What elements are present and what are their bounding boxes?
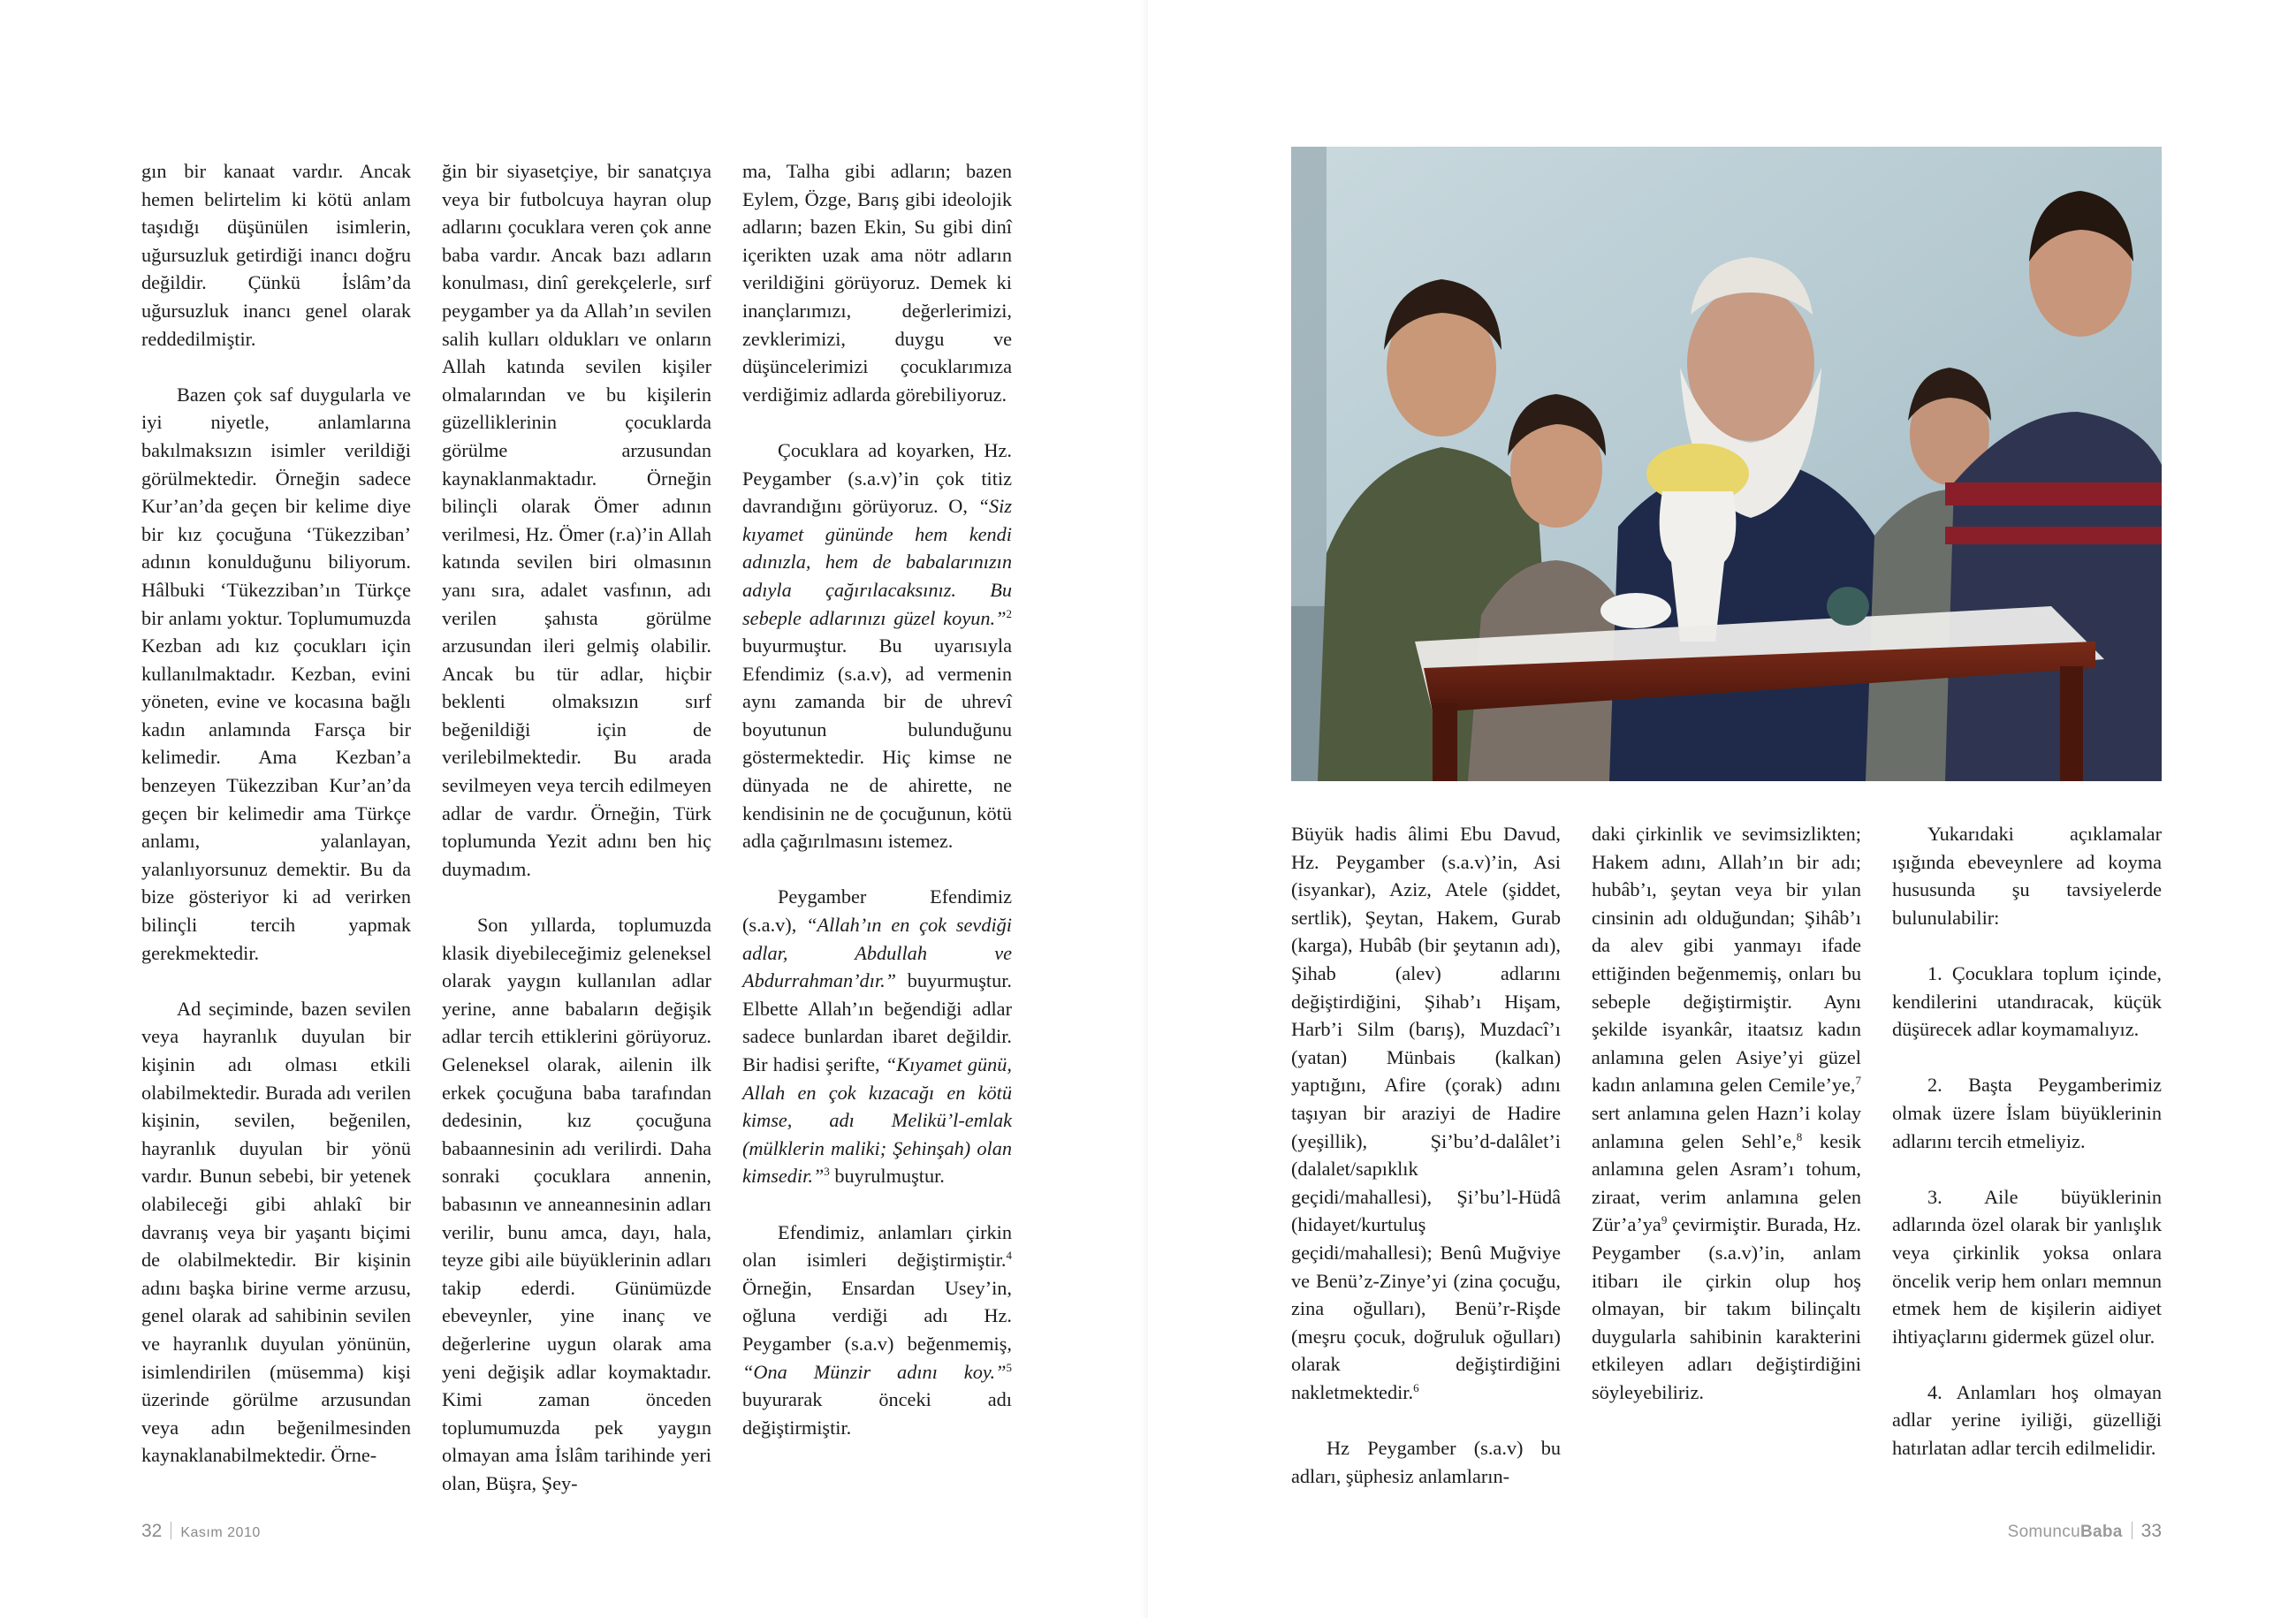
recommendation-item: 3. Aile büyüklerinin adlarında özel olarak bir yanlışlık veya çirkinlik yoksa onlara öncelik verip hem onları memnun etmek hem de kişilerin aidiyet ihtiyaçlarını gidermek güzel olur. (1892, 1185, 2162, 1348)
hadith-quote: “Siz kıyamet gününde hem kendi adınızla, hem de babalarınızın adıyla çağırılacaksınız. Bu sebeple adlarınızı güzel koyun.” (742, 495, 1012, 629)
text-run: buyrulmuştur. (834, 1165, 945, 1188)
footnote-ref: 9 (1661, 1213, 1668, 1227)
column-4 (1291, 820, 1561, 1490)
paragraph: Ad seçiminde, bazen sevilen veya hayranlık duyulan bir kişinin adı olması etkili olabilmektedir. Burada adı verilen kişinin, sevilen, beğenilen, hayranlık duyulan bir yönü vardır. Bunun sebebi, bir yetenek olabileceği gibi ahlakî bir davranış veya bir yaşantı biçimi de olabilmektedir. Bir kişinin adını başka birine verme arzusu, genel olarak ad sahibinin sevilen ve hayranlık duyulan yönünün, isimlendirilen (müsemma) kişi üzerinde görülme arzusundan veya adın beğenilmesinden kaynaklanabilmektedir. Örne- (141, 997, 411, 1467)
column-2 (442, 157, 711, 1498)
footnote-ref: 2 (1006, 606, 1012, 620)
paragraph: Hz Peygamber (s.a.v) bu adları, şüphesiz anlamların- (1291, 1437, 1561, 1487)
text-run: Örneğin, Ensardan Usey’in, oğluna verdiği adı Hz. Peygamber (s.a.v) beğenmemiş, (742, 1276, 1012, 1355)
column-5 (1592, 820, 1861, 1406)
paragraph: gın bir kanaat vardır. Ancak hemen belirtelim ki kötü anlam taşıdığı düşünülen isimlerin, uğursuzluk getirdiği inancı doğru değildir. Çünkü İslâm’da uğursuzluk inancı genel olarak reddedilmiştir. (141, 160, 411, 350)
brand-part: Baba (2079, 1523, 2123, 1541)
footnote-ref: 5 (1006, 1360, 1012, 1374)
paragraph: Son yıllarda, toplumuzda klasik diyebileceğimiz geleneksel olarak yaygın kullanılan adlar yerine, anne babaların değişik adlar tercih ettiklerini görüyoruz. Geleneksel olarak, ailenin ilk erkek çocuğuna baba tarafından dedesinin, kız çocuğuna babaannesinin adı verilirdi. Daha sonraki çocuklara annenin, babasının ve anneannesinin adları verilir, bunu amca, dayı, hala, teyze gibi aile büyüklerinin adları takip ederdi. Günümüzde ebeveynler, yine inanç ve değerlerine uygun olarak ama yeni değişik adlar koymaktadır. Kimi zaman önceden toplumumuzda pek yaygın olmayan ama İslâm tarihinde yeri olan, Büşra, Şey- (442, 914, 711, 1494)
text-run: buyurmuştur. Bu uyarısıyla Efendimiz (s.a.v), ad vermenin aynı zamanda bir de uhrevî boyutunun bulunduğunu göstermektedir. Hiç kimse ne dünyada ne de ahirette, ne kendisinin ne de çocuğunun, kötü adla çağırılmasını istemez. (742, 634, 1012, 853)
paragraph: Yukarıdaki açıklamalar ışığında ebeveynlere ad koyma hususunda şu tavsiyelerde bulunulabilir: (1892, 823, 2162, 929)
paragraph (742, 437, 1012, 855)
text-run: Çocuklara ad koyarken, Hz. Peygamber (s.a.v)’in çok titiz davrandığını görüyoruz. O, (742, 438, 1012, 518)
page-number: 33 (2140, 1521, 2162, 1541)
brand-part: Somuncu (2007, 1523, 2080, 1541)
recommendation-item: 2. Başta Peygamberimiz olmak üzere İslam büyüklerinin adlarını tercih etmeliyiz. (1892, 1074, 2162, 1152)
paragraph (742, 883, 1012, 1190)
text-run: Büyük hadis âlimi Ebu Davud, Hz. Peygamber (s.a.v)’in, Asi (isyankar), Aziz, Atele (şiddet, sertlik), Şeytan, Hakem, Gurab (karga), Hubâb (bir şeytanın adı), Şihab (alev) adlarını değiştirdiğini, Şihab’ı Hişam, Harb’i Silm (barış), Muzdacî’ı (yatan) Münbais (kalkan) yaptığını, Afire (çorak) adını taşıyan bir araziyi de Hadire (yeşillik), Şi’bu’d-dalâlet’i (dalalet/sapıklık geçidi/mahallesi), Şi’bu’l-Hüdâ (hidayet/kurtuluş geçidi/mahallesi); Benû Muğviye ve Benü’z-Zinye’yi (zina çocuğu, zina oğulları), Benü’r-Rişde (meşru çocuk, doğruluk oğulları) olarak değiştirdiğini nakletmektedir. (1291, 823, 1561, 1403)
text-run: Efendimiz, anlamları çirkin olan isimleri değiştirmiştir. (742, 1220, 1012, 1272)
column-6 (1892, 820, 2162, 1462)
paragraph: Bazen çok saf duygularla ve iyi niyetle, anlamlarına bakılmaksızın isimler verildiği görülmektedir. Örneğin sadece Kur’an’da geçen bir kelime diye bir kız çocuğuna ‘Tükezziban’ adının konulduğunu biliyorum. Hâlbuki ‘Tükezziban’ın Türkçe bir anlamı yoktur. Toplumumuzda Kezban adı kız çocukları için kullanılmaktadır. Kezban, evini yöneten, evine ve kocasına bağlı kadın anlamında Farsça bir kelimedir. Ama Kezban’a benzeyen Tükezziban Kur’an’da geçen bir kelimedir ama Türkçe anlamı, yalanlayan, yalanlıyorsunuz demektir. Bu da bize gösteriyor ki ad verirken bilinçli tercih yapmak gerekmektedir. (141, 383, 411, 964)
text-run: Peygamber Efendimiz (s.a.v), (742, 885, 1012, 937)
hadith-quote: “Kıyamet günü, Allah en çok kızacağı en kötü kimse, adı Melikü’l-emlak (mülklerin maliki; Şehinşah) olan kimsedir.” (742, 1053, 1013, 1188)
magazine-brand (2008, 1523, 2123, 1541)
text-run: çevirmiştir. Burada, Hz. Peygamber (s.a.v)’in, anlam itibarı ile çirkin olup hoş olmayan, bir takım bilinçaltı duygularla sahibinin karakterini etkileyen adları değiştirdiğini söyleyebiliriz. (1592, 1213, 1862, 1403)
footer-divider (2132, 1522, 2133, 1539)
text-run: buyurarak önceki adı değiştirmiştir. (742, 1388, 1012, 1439)
recommendation-item: 1. Çocuklara toplum içinde, kendilerini utandıracak, küçük düşürecek adlar koymamalıyız. (1892, 961, 2162, 1041)
column-3 (742, 157, 1012, 1441)
recommendation-item: 4. Anlamları hoş olmayan adlar yerine iyiliği, güzelliği hatırlatan adlar tercih edilmelidir. (1892, 1380, 2162, 1460)
footnote-ref: 7 (1855, 1074, 1861, 1088)
hadith-quote: “Ona Münzir adını koy.” (742, 1360, 1007, 1383)
right-footer (2008, 1521, 2162, 1542)
page-number: 32 (141, 1521, 163, 1541)
family-photo (1291, 147, 2162, 781)
footnote-ref: 8 (1796, 1129, 1803, 1143)
text-run: daki çirkinlik ve sevimsizlikten; Hakem adını, Allah’ın bir adı; hubâb’ı, şeytan veya bir yılan cinsinin adı olduğundan; Şihâb’ı da alev gibi yanmayı ifade ettiğinden beğenmemiş, onları bu sebeple değiştirmiştir. Aynı şekilde isyankâr, itaatsız kadın anlamına gelen Asiye’yi güzel kadın anlamına gelen Cemile’ye, (1592, 823, 1861, 1097)
footnote-ref: 4 (1006, 1249, 1012, 1263)
text-run: kesik anlamına gelen Asram’ı tohum, ziraat, verim anlamına gelen Zür’a’ya (1592, 1129, 1861, 1236)
text-run: buyurmuştur. Elbette Allah’ın beğendiği adlar sadece bunlardan ibaret değildir. Bir hadisi şerifte, (742, 969, 1012, 1075)
hadith-quote: “Allah’ın en çok sevdiği adlar, Abdullah ve Abdurrahman’dır.” (742, 914, 1013, 992)
paragraph (1592, 820, 1861, 1406)
paragraph (742, 1219, 1012, 1442)
text-run: sert anlamına gelen Hazn’i kolay anlamına gelen Sehl’e, (1592, 1101, 1861, 1152)
paragraph (1291, 820, 1561, 1406)
paragraph: ma, Talha gibi adların; bazen Eylem, Özge, Barış gibi ideolojik adların; bazen Ekin, Su gibi dinî içerikten uzak ama nötr adların verildiğini görüyoruz. Demek ki inançlarımızı, değerlerimizi, zevklerimizi, duygu ve düşüncelerimizi çocuklarımıza verdiğimiz adlarda görebiliyoruz. (742, 160, 1012, 406)
paragraph: ğin bir siyasetçiye, bir sanatçıya veya bir futbolcuya hayran olup adlarını çocuklara veren çok anne baba vardır. Ancak bazı adların konulması, dinî gerekçelerle, sırf peygamber ya da Allah’ın sevilen salih kulları oldukları ve onların Allah katında sevilen kişiler olmalarından ve bu kişilerin güzelliklerinin çocuklarda görülme arzusundan kaynaklanmaktadır. Örneğin bilinçli olarak Ömer adının verilmesi, Hz. Ömer (r.a)’in Allah katında sevilen biri olmasının yanı sıra, adalet vasfının, adı verilen şahısta görülme arzusundan ileri gelmiş olabilir. Ancak bu tür adlar, hiçbir beklenti olmaksızın sırf beğenildiği için de verilebilmektedir. Bu arada sevilmeyen veya tercih edilmeyen adlar de vardır. Örneğin, Türk toplumunda Yezit adını ben hiç duymadım. (442, 160, 711, 880)
column-1 (141, 157, 411, 1470)
footnote-ref: 3 (824, 1165, 830, 1179)
left-footer (141, 1521, 261, 1542)
footnote-ref: 6 (1413, 1380, 1419, 1394)
issue-date: Kasım 2010 (180, 1525, 261, 1540)
